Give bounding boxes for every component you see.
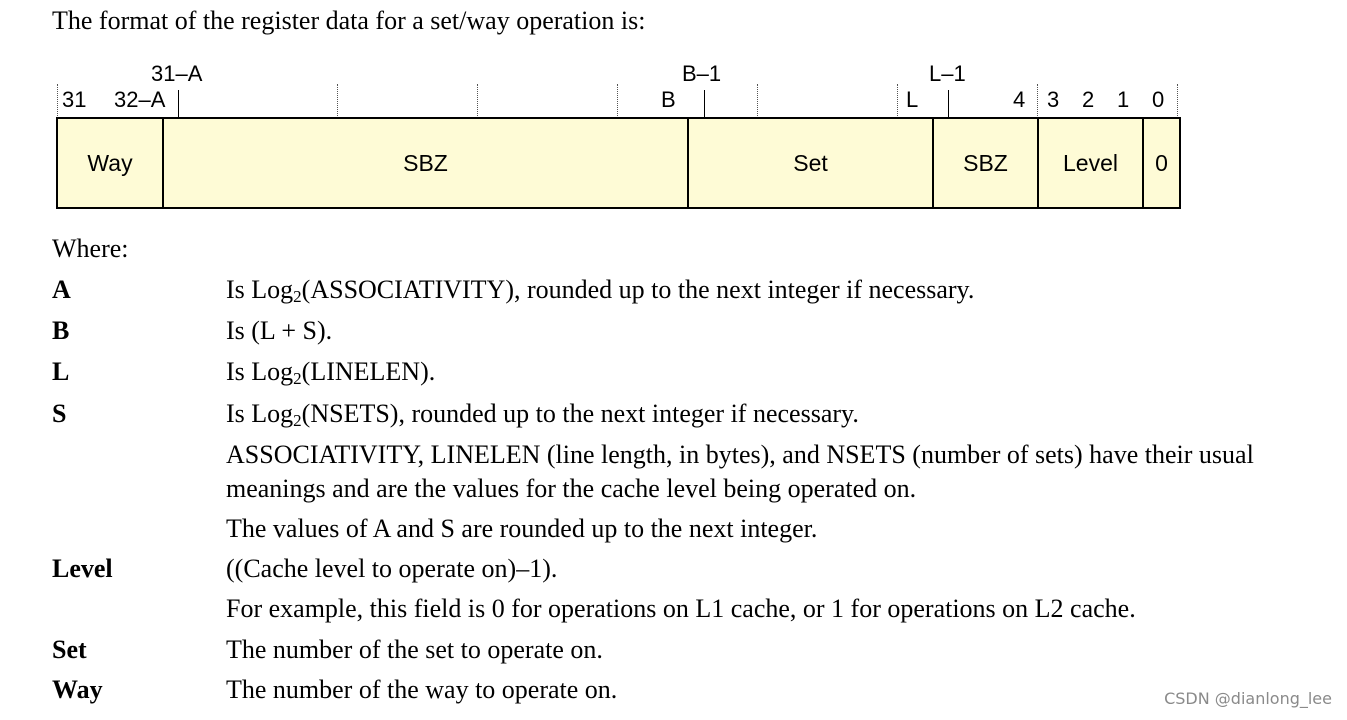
definition-set: The number of the set to operate on.: [226, 635, 603, 664]
term-way: Way: [52, 675, 103, 704]
bit-label-l: L: [906, 87, 919, 112]
tick-dotted: [757, 84, 758, 118]
bit-label-0: 0: [1152, 87, 1165, 112]
register-format-diagram: [0, 0, 1347, 220]
tick-dotted: [617, 84, 618, 118]
tick-dotted: [57, 84, 58, 118]
definition-s-post: (NSETS), rounded up to the next integer if necessary.: [301, 399, 859, 428]
term-a: A: [52, 275, 71, 304]
bit-label-2: 2: [1082, 87, 1095, 112]
note-line-1: ASSOCIATIVITY, LINELEN (line length, in bytes), and NSETS (number of sets) have their usual: [226, 440, 1254, 469]
bit-label-b: B: [661, 87, 676, 112]
note-line-2: meanings and are the values for the cache level being operated on.: [226, 474, 917, 503]
where-label: Where:: [52, 234, 129, 263]
tick-boundary-l-minus-1: [948, 90, 949, 118]
definition-s-sub: 2: [293, 411, 302, 430]
tick-dotted: [1177, 84, 1178, 118]
definition-way: The number of the way to operate on.: [226, 675, 618, 704]
field-zero: 0: [1155, 149, 1168, 176]
watermark: CSDN @dianlong_lee: [1164, 689, 1332, 708]
tick-boundary-31-minus-a: [178, 90, 179, 118]
tick-dotted: [477, 84, 478, 118]
definition-l-post: (LINELEN).: [301, 357, 436, 386]
tick-dotted: [1037, 84, 1038, 118]
term-set: Set: [52, 635, 87, 664]
field-way: Way: [58, 119, 164, 207]
intro-text: The format of the register data for a set/way operation is:: [52, 6, 646, 35]
term-level: Level: [52, 554, 113, 583]
definition-a-sub: 2: [293, 287, 302, 306]
term-s: S: [52, 399, 67, 428]
bit-label-3: 3: [1047, 87, 1060, 112]
term-b: B: [52, 316, 70, 345]
definition-l-sub: 2: [293, 369, 302, 388]
field-set: Set: [689, 119, 934, 207]
definition-level: ((Cache level to operate on)–1).: [226, 554, 558, 583]
bit-label-4: 4: [1013, 87, 1026, 112]
definition-a-post: (ASSOCIATIVITY), rounded up to the next integer if necessary.: [301, 275, 975, 304]
field-sbz-high: SBZ: [164, 119, 689, 207]
bit-label-32-minus-a: 32–A: [114, 87, 166, 112]
definition-b: Is (L + S).: [226, 316, 333, 345]
bit-label-31-minus-a: 31–A: [151, 61, 203, 86]
term-l: L: [52, 357, 70, 386]
bit-label-l-minus-1: L–1: [929, 61, 966, 86]
definition-l-pre: Is Log: [226, 357, 294, 386]
field-level: Level: [1039, 119, 1144, 207]
bit-label-31: 31: [62, 87, 87, 112]
tick-dotted: [337, 84, 338, 118]
definition-s-pre: Is Log: [226, 399, 294, 428]
field-sbz-low: SBZ: [934, 119, 1039, 207]
definition-level-example: For example, this field is 0 for operations on L1 cache, or 1 for operations on L2 cache.: [226, 594, 1136, 623]
bit-label-b-minus-1: B–1: [682, 61, 722, 86]
note-line-3: The values of A and S are rounded up to the next integer.: [226, 514, 818, 543]
definition-a-pre: Is Log: [226, 275, 294, 304]
tick-boundary-b-minus-1: [704, 90, 705, 118]
tick-dotted: [897, 84, 898, 118]
definition-s: [226, 397, 859, 431]
register-box: [56, 117, 1181, 209]
definition-a: [226, 273, 974, 307]
definition-l: [226, 355, 435, 389]
bit-label-1: 1: [1117, 87, 1130, 112]
